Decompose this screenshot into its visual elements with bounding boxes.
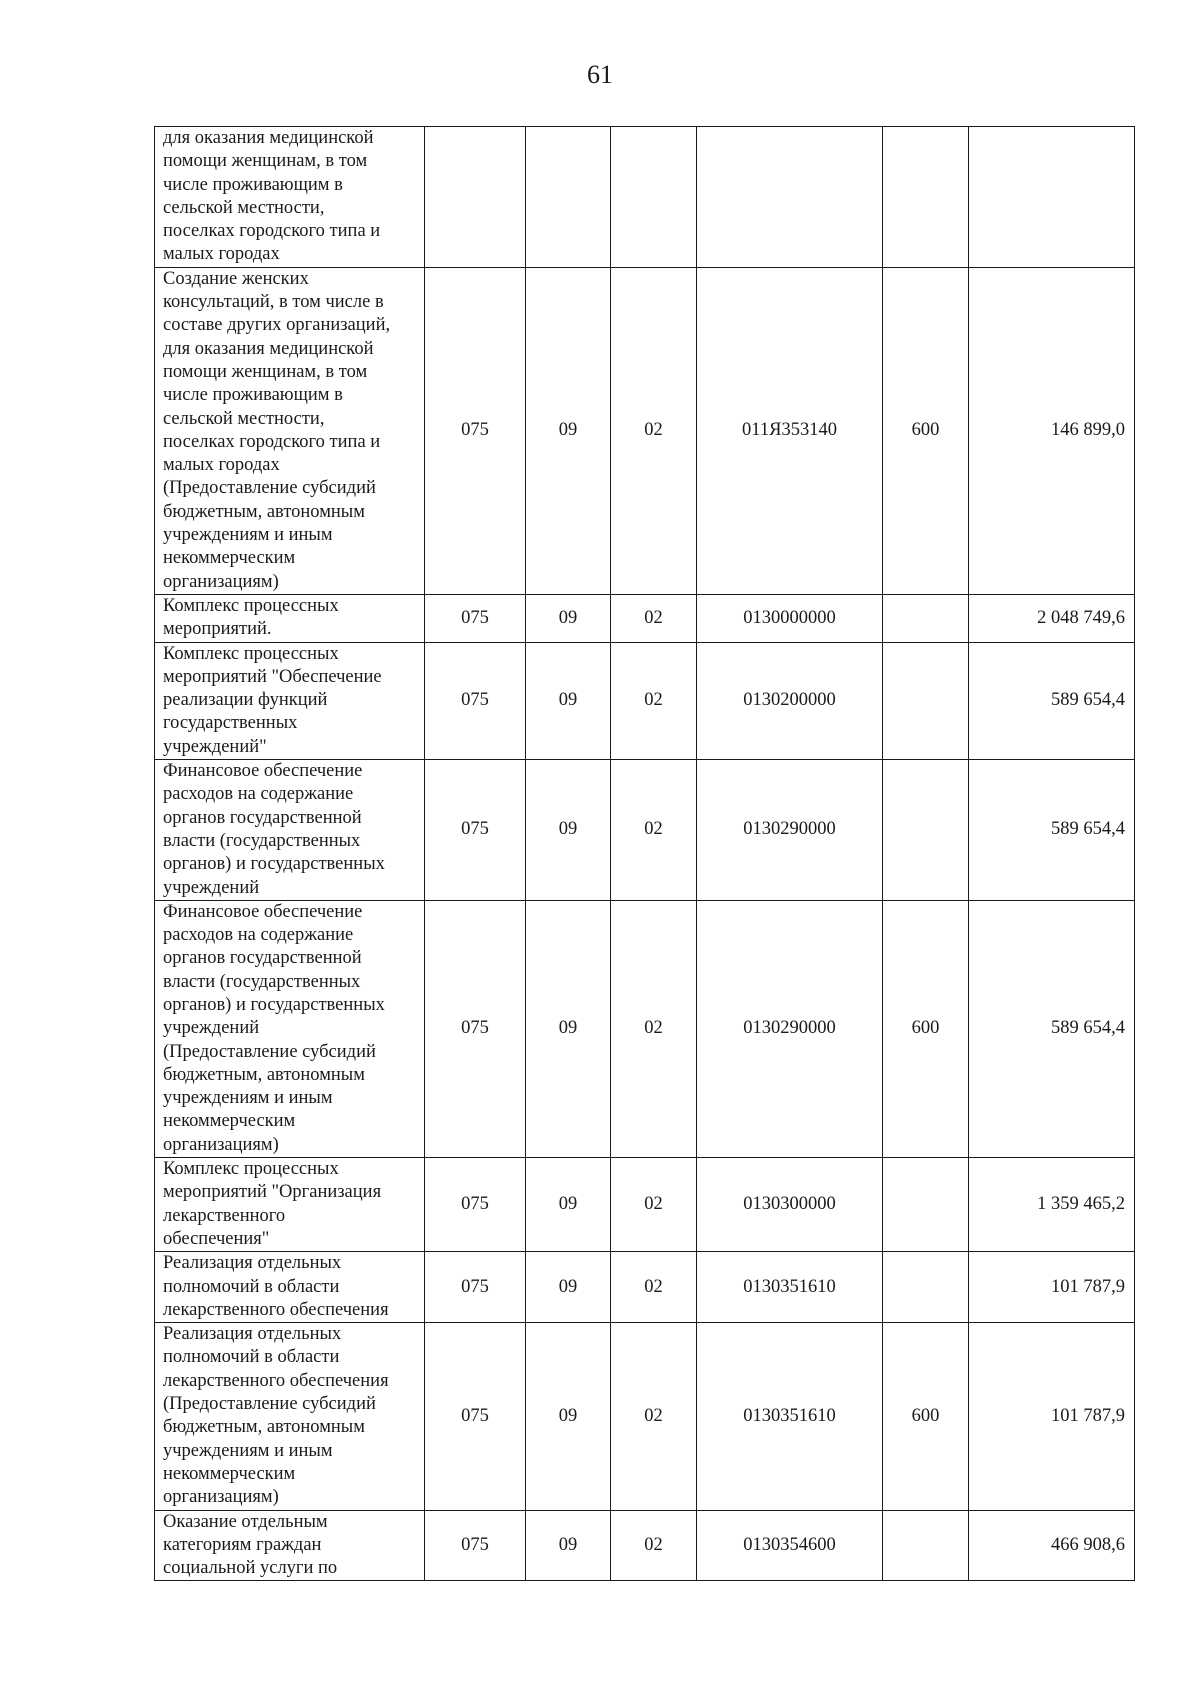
item-name-cell (155, 1510, 425, 1581)
item-name-line: организациям) (163, 571, 279, 592)
item-name-cell (155, 127, 425, 268)
item-name-line: социальной услуги по (163, 1558, 338, 1579)
amount-cell: 466 908,6 (969, 1510, 1135, 1581)
section-code-cell: 09 (526, 267, 611, 594)
expense-type-cell: 600 (883, 267, 969, 594)
item-name-line: расходов на содержание (163, 925, 354, 946)
item-name-line: расходов на содержание (163, 784, 354, 805)
item-name-line: малых городах (163, 244, 280, 265)
ministry-code-cell: 075 (425, 642, 526, 759)
ministry-code-cell: 075 (425, 267, 526, 594)
item-name-line: реализации функций (163, 690, 328, 711)
item-name-line: бюджетным, автономным (163, 501, 365, 522)
item-name-line: малых городах (163, 455, 280, 476)
item-name-line: Реализация отдельных (163, 1324, 342, 1345)
item-name-line: мероприятий. (163, 619, 272, 640)
budget-table (154, 126, 1135, 1581)
item-name-line: органов) и государственных (163, 854, 385, 875)
item-name-cell (155, 1252, 425, 1323)
amount-cell: 589 654,4 (969, 642, 1135, 759)
ministry-code-cell: 075 (425, 760, 526, 901)
item-name-line: для оказания медицинской (163, 338, 374, 359)
table-row (155, 760, 1135, 901)
item-name-line: мероприятий "Обеспечение (163, 666, 382, 687)
ministry-code-cell: 075 (425, 900, 526, 1157)
table-row (155, 900, 1135, 1157)
table-row (155, 642, 1135, 759)
ministry-code-cell (425, 127, 526, 268)
subsection-code-cell: 02 (611, 594, 697, 642)
item-name-cell (155, 760, 425, 901)
subsection-code-cell (611, 127, 697, 268)
page-number: 61 (587, 60, 613, 89)
item-name-line: помощи женщинам, в том (163, 151, 368, 172)
section-code-cell: 09 (526, 642, 611, 759)
section-code-cell (526, 127, 611, 268)
target-article-cell: 0130351610 (697, 1252, 883, 1323)
item-name-cell (155, 1323, 425, 1510)
target-article-cell: 0130290000 (697, 760, 883, 901)
item-name-line: организациям) (163, 1487, 279, 1508)
item-name-line: Финансовое обеспечение (163, 901, 363, 922)
target-article-cell: 0130290000 (697, 900, 883, 1157)
amount-cell: 101 787,9 (969, 1323, 1135, 1510)
item-name-line: учреждениям и иным (163, 1440, 333, 1461)
item-name-line: учреждений (163, 1018, 260, 1039)
expense-type-cell (883, 127, 969, 268)
subsection-code-cell: 02 (611, 642, 697, 759)
item-name-line: (Предоставление субсидий (163, 1394, 376, 1415)
budget-table-body (155, 127, 1135, 1581)
item-name-line: органов государственной (163, 807, 362, 828)
item-name-line: составе других организаций, (163, 315, 391, 336)
subsection-code-cell: 02 (611, 267, 697, 594)
item-name-line: органов государственной (163, 948, 362, 969)
target-article-cell: 011Я353140 (697, 267, 883, 594)
ministry-code-cell: 075 (425, 1158, 526, 1252)
item-name-line: учреждениям и иным (163, 525, 333, 546)
item-name-line: некоммерческим (163, 1111, 296, 1132)
expense-type-cell (883, 1158, 969, 1252)
item-name-line: учреждений (163, 877, 260, 898)
item-name-line: учреждениям и иным (163, 1088, 333, 1109)
item-name-line: государственных (163, 713, 298, 734)
item-name-line: сельской местности, (163, 408, 325, 429)
item-name-line: бюджетным, автономным (163, 1417, 365, 1438)
item-name-cell (155, 1158, 425, 1252)
table-row (155, 1510, 1135, 1581)
section-code-cell: 09 (526, 1158, 611, 1252)
item-name-line: (Предоставление субсидий (163, 478, 376, 499)
amount-cell: 146 899,0 (969, 267, 1135, 594)
item-name-line: Комплекс процессных (163, 1159, 339, 1180)
item-name-cell (155, 267, 425, 594)
item-name-line: мероприятий "Организация (163, 1182, 382, 1203)
subsection-code-cell: 02 (611, 760, 697, 901)
amount-cell: 101 787,9 (969, 1252, 1135, 1323)
item-name-line: полномочий в области (163, 1276, 340, 1297)
item-name-line: числе проживающим в (163, 385, 343, 406)
item-name-line: учреждений" (163, 736, 267, 757)
item-name-line: для оказания медицинской (163, 128, 374, 148)
item-name-line: обеспечения" (163, 1228, 270, 1249)
item-name-line: Реализация отдельных (163, 1253, 342, 1274)
table-row (155, 267, 1135, 594)
item-name-line: Комплекс процессных (163, 595, 339, 616)
target-article-cell (697, 127, 883, 268)
item-name-line: консультаций, в том числе в (163, 292, 384, 313)
target-article-cell: 0130000000 (697, 594, 883, 642)
item-name-cell (155, 594, 425, 642)
table-row (155, 1323, 1135, 1510)
item-name-line: Создание женских (163, 268, 309, 289)
expense-type-cell (883, 594, 969, 642)
table-row (155, 594, 1135, 642)
item-name-line: Финансовое обеспечение (163, 761, 363, 782)
amount-cell (969, 127, 1135, 268)
expense-type-cell (883, 1510, 969, 1581)
amount-cell: 589 654,4 (969, 900, 1135, 1157)
ministry-code-cell: 075 (425, 1252, 526, 1323)
table-row (155, 1252, 1135, 1323)
item-name-cell (155, 642, 425, 759)
item-name-line: Комплекс процессных (163, 643, 339, 664)
expense-type-cell (883, 760, 969, 901)
expense-type-cell (883, 642, 969, 759)
target-article-cell: 0130200000 (697, 642, 883, 759)
subsection-code-cell: 02 (611, 1158, 697, 1252)
item-name-line: помощи женщинам, в том (163, 361, 368, 382)
item-name-line: некоммерческим (163, 548, 296, 569)
expense-type-cell: 600 (883, 900, 969, 1157)
table-row (155, 1158, 1135, 1252)
subsection-code-cell: 02 (611, 1252, 697, 1323)
item-name-line: категориям граждан (163, 1534, 322, 1555)
item-name-line: поселках городского типа и (163, 221, 381, 242)
section-code-cell: 09 (526, 1323, 611, 1510)
ministry-code-cell: 075 (425, 1510, 526, 1581)
item-name-line: полномочий в области (163, 1347, 340, 1368)
item-name-line: сельской местности, (163, 197, 325, 218)
target-article-cell: 0130300000 (697, 1158, 883, 1252)
item-name-line: власти (государственных (163, 830, 361, 851)
item-name-line: (Предоставление субсидий (163, 1041, 376, 1062)
amount-cell: 589 654,4 (969, 760, 1135, 901)
subsection-code-cell: 02 (611, 1510, 697, 1581)
item-name-line: лекарственного (163, 1205, 286, 1226)
item-name-line: лекарственного обеспечения (163, 1370, 389, 1391)
expense-type-cell: 600 (883, 1323, 969, 1510)
subsection-code-cell: 02 (611, 1323, 697, 1510)
section-code-cell: 09 (526, 594, 611, 642)
item-name-line: Оказание отдельным (163, 1511, 328, 1532)
amount-cell: 1 359 465,2 (969, 1158, 1135, 1252)
ministry-code-cell: 075 (425, 594, 526, 642)
item-name-line: поселках городского типа и (163, 431, 381, 452)
ministry-code-cell: 075 (425, 1323, 526, 1510)
section-code-cell: 09 (526, 760, 611, 901)
expense-type-cell (883, 1252, 969, 1323)
item-name-line: лекарственного обеспечения (163, 1299, 389, 1320)
item-name-cell (155, 900, 425, 1157)
target-article-cell: 0130351610 (697, 1323, 883, 1510)
target-article-cell: 0130354600 (697, 1510, 883, 1581)
item-name-line: органов) и государственных (163, 994, 385, 1015)
subsection-code-cell: 02 (611, 900, 697, 1157)
item-name-line: власти (государственных (163, 971, 361, 992)
section-code-cell: 09 (526, 1252, 611, 1323)
section-code-cell: 09 (526, 900, 611, 1157)
section-code-cell: 09 (526, 1510, 611, 1581)
item-name-line: числе проживающим в (163, 174, 343, 195)
table-row (155, 127, 1135, 268)
amount-cell: 2 048 749,6 (969, 594, 1135, 642)
item-name-line: организациям) (163, 1134, 279, 1155)
item-name-line: бюджетным, автономным (163, 1064, 365, 1085)
item-name-line: некоммерческим (163, 1463, 296, 1484)
